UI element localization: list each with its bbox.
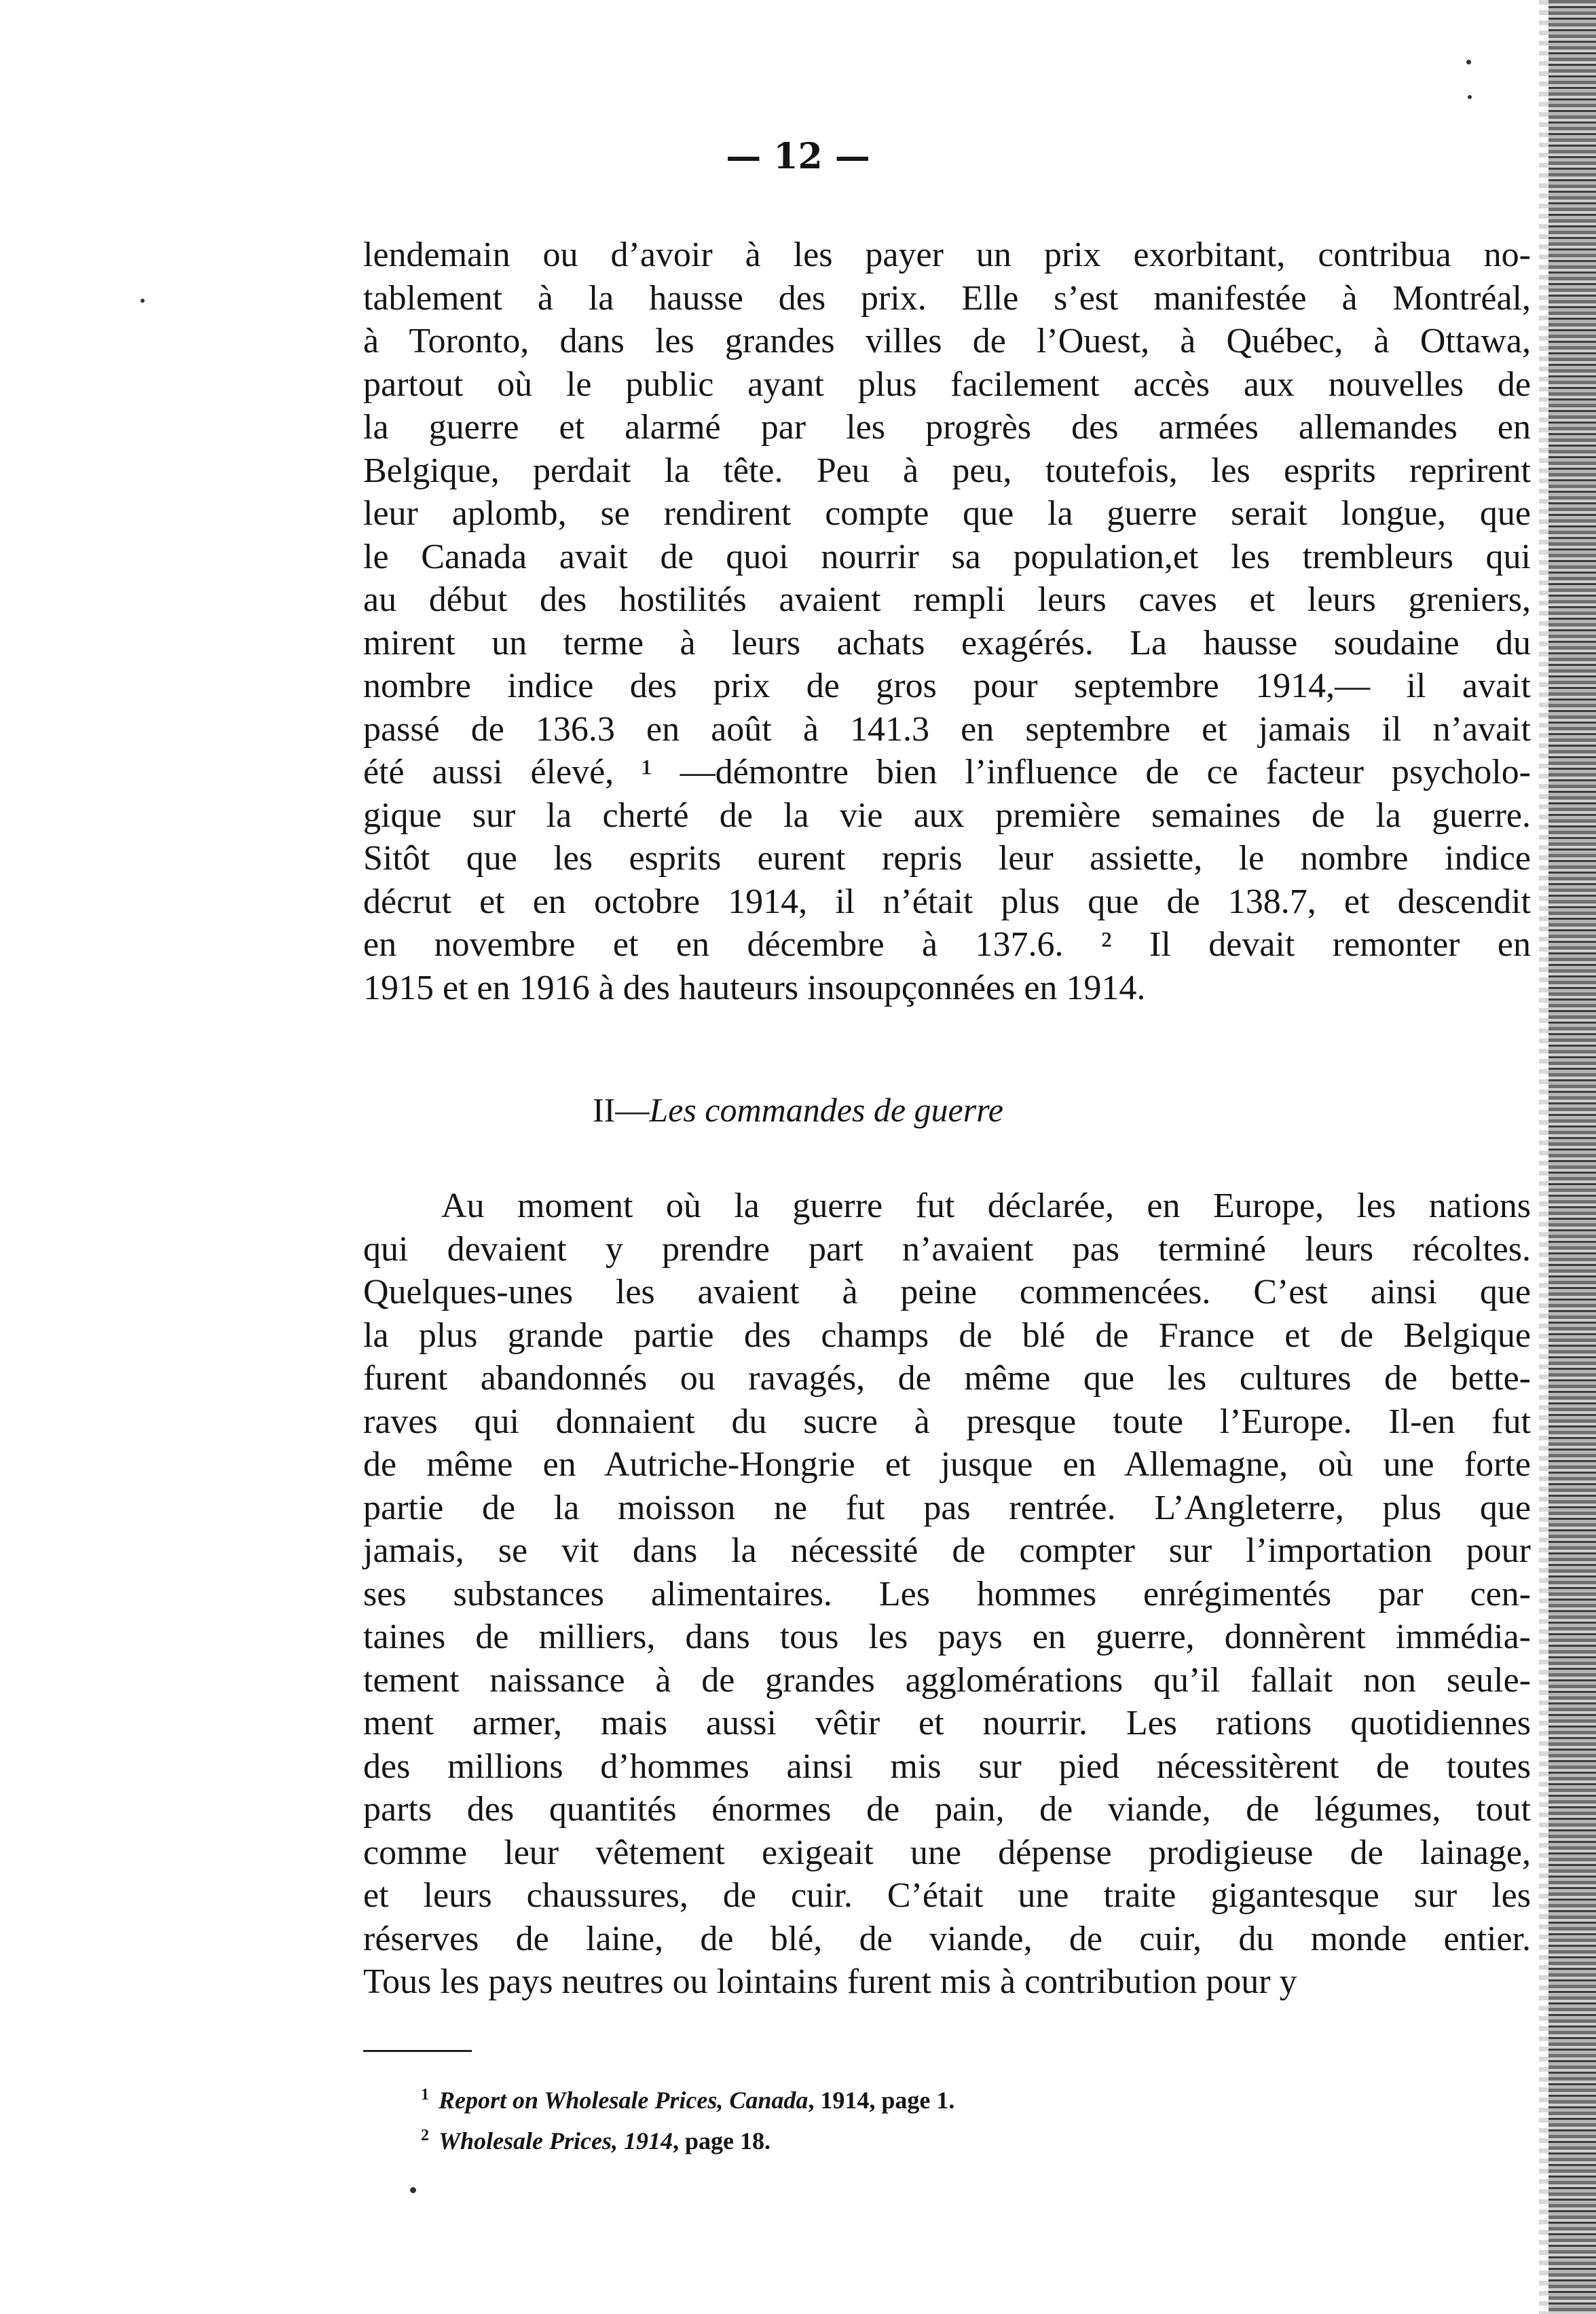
text-line: ment armer, mais aussi vêtir et nourrir. Les rations quotidiennes — [363, 1704, 1531, 1742]
text-line: parts des quantités énormes de pain, de viande, de légumes, tout — [363, 1790, 1531, 1829]
footnotes — [421, 2077, 954, 2159]
text-line: passé de 136.3 en août à 141.3 en septembre et jamais il n’avait — [363, 709, 1531, 749]
text-line: ses substances alimentaires. Les hommes enrégimentés par cen- — [363, 1574, 1531, 1613]
text-line: partout où le public ayant plus facilement accès aux nouvelles de — [363, 365, 1531, 404]
text-line: partie de la moisson ne fut pas rentrée. L’Angleterre, plus que — [363, 1488, 1531, 1527]
text-line: Au moment où la guerre fut déclarée, en Europe, les nations — [441, 1187, 1531, 1225]
text-line: gique sur la cherté de la vie aux première semaines de la guerre. — [363, 796, 1531, 835]
text-line: Sitôt que les esprits eurent repris leur assiette, le nombre indice — [363, 839, 1531, 878]
text-line: 1915 et en 1916 à des hauteurs insoupçonnées en 1914. — [363, 968, 1146, 1007]
text-line: en novembre et en décembre à 137.6. ² Il devait remonter en — [363, 925, 1531, 964]
text-line: la guerre et alarmé par les progrès des armées allemandes en — [363, 408, 1531, 447]
footnote-detail: , 1914, page 1. — [808, 2087, 955, 2114]
text-line: lendemain ou d’avoir à les payer un prix exorbitant, contribua no- — [363, 236, 1531, 274]
text-line: à Toronto, dans les grandes villes de l’Ouest, à Québec, à Ottawa, — [363, 322, 1531, 360]
text-line: la plus grande partie des champs de blé de France et de Belgique — [363, 1315, 1531, 1355]
scan-speck — [1466, 60, 1471, 64]
footnote-title: Wholesale Prices, 1914 — [439, 2127, 673, 2154]
page-number: — 12 — — [726, 136, 870, 177]
section-title: Les commandes de guerre — [649, 1091, 1003, 1129]
text-line: décrut et en octobre 1914, il n’était plus que de 138.7, et descendit — [363, 882, 1531, 921]
footnote-2 — [421, 2118, 954, 2159]
footnote-rule — [363, 2050, 472, 2052]
text-line: nombre indice des prix de gros pour septembre 1914,— il avait — [363, 667, 1531, 705]
text-line: été aussi élevé, ¹ —démontre bien l’influence de ce facteur psycholo- — [363, 753, 1531, 791]
text-line: et leurs chaussures, de cuir. C’était une traite gigantesque sur les — [363, 1876, 1531, 1915]
scan-shadow — [1539, 0, 1548, 2314]
footnote-title: Report on Wholesale Prices, Canada — [439, 2087, 809, 2114]
section-number: II— — [593, 1091, 650, 1129]
section-heading — [0, 1090, 1596, 1130]
footnote-mark: 2 — [421, 2127, 429, 2144]
text-line: jamais, se vit dans la nécessité de compter sur l’importation pour — [363, 1531, 1531, 1570]
footnote-1 — [421, 2077, 954, 2118]
text-line: taines de milliers, dans tous les pays en guerre, donnèrent immédia- — [363, 1618, 1531, 1656]
text-line: au début des hostilités avaient rempli leurs caves et leurs greniers, — [363, 580, 1531, 619]
scan-speck — [1468, 95, 1472, 99]
text-line: furent abandonnés ou ravagés, de même que les cultures de bette- — [363, 1359, 1531, 1398]
footnote-mark: 1 — [421, 2086, 429, 2104]
paragraph-2 — [363, 1184, 1531, 2004]
text-line: tablement à la hausse des prix. Elle s’est manifestée à Montréal, — [363, 278, 1531, 318]
footnote-detail: , page 18. — [672, 2127, 771, 2154]
text-line: raves qui donnaient du sucre à presque toute l’Europe. Il-en fut — [363, 1402, 1531, 1441]
text-line: Tous les pays neutres ou lointains furent mis à contribution pour y — [363, 1962, 1297, 2001]
text-line: Belgique, perdait la tête. Peu à peu, toutefois, les esprits reprirent — [363, 451, 1531, 490]
text-line: qui devaient y prendre part n’avaient pas terminé leurs récoltes. — [363, 1229, 1531, 1269]
text-line: réserves de laine, de blé, de viande, de cuir, du monde entier. — [363, 1919, 1531, 1958]
text-line: des millions d’hommes ainsi mis sur pied nécessitèrent de toutes — [363, 1747, 1531, 1786]
text-line: comme leur vêtement exigeait une dépense prodigieuse de lainage, — [363, 1833, 1531, 1872]
text-line: leur aplomb, se rendirent compte que la guerre serait longue, que — [363, 494, 1531, 533]
scan-speck — [141, 299, 145, 303]
scan-speck — [410, 2187, 416, 2193]
text-line: Quelques-unes les avaient à peine commencées. C’est ainsi que — [363, 1273, 1531, 1311]
text-line: de même en Autriche-Hongrie et jusque en Allemagne, où une forte — [363, 1445, 1531, 1484]
paragraph-1 — [363, 234, 1531, 1009]
text-line: mirent un terme à leurs achats exagérés. La hausse soudaine du — [363, 623, 1531, 663]
scan-edge — [1548, 0, 1596, 2314]
text-line: le Canada avait de quoi nourrir sa population,et les trembleurs qui — [363, 537, 1531, 576]
text-line: tement naissance à de grandes agglomérations qu’il fallait non seule- — [363, 1660, 1531, 1700]
